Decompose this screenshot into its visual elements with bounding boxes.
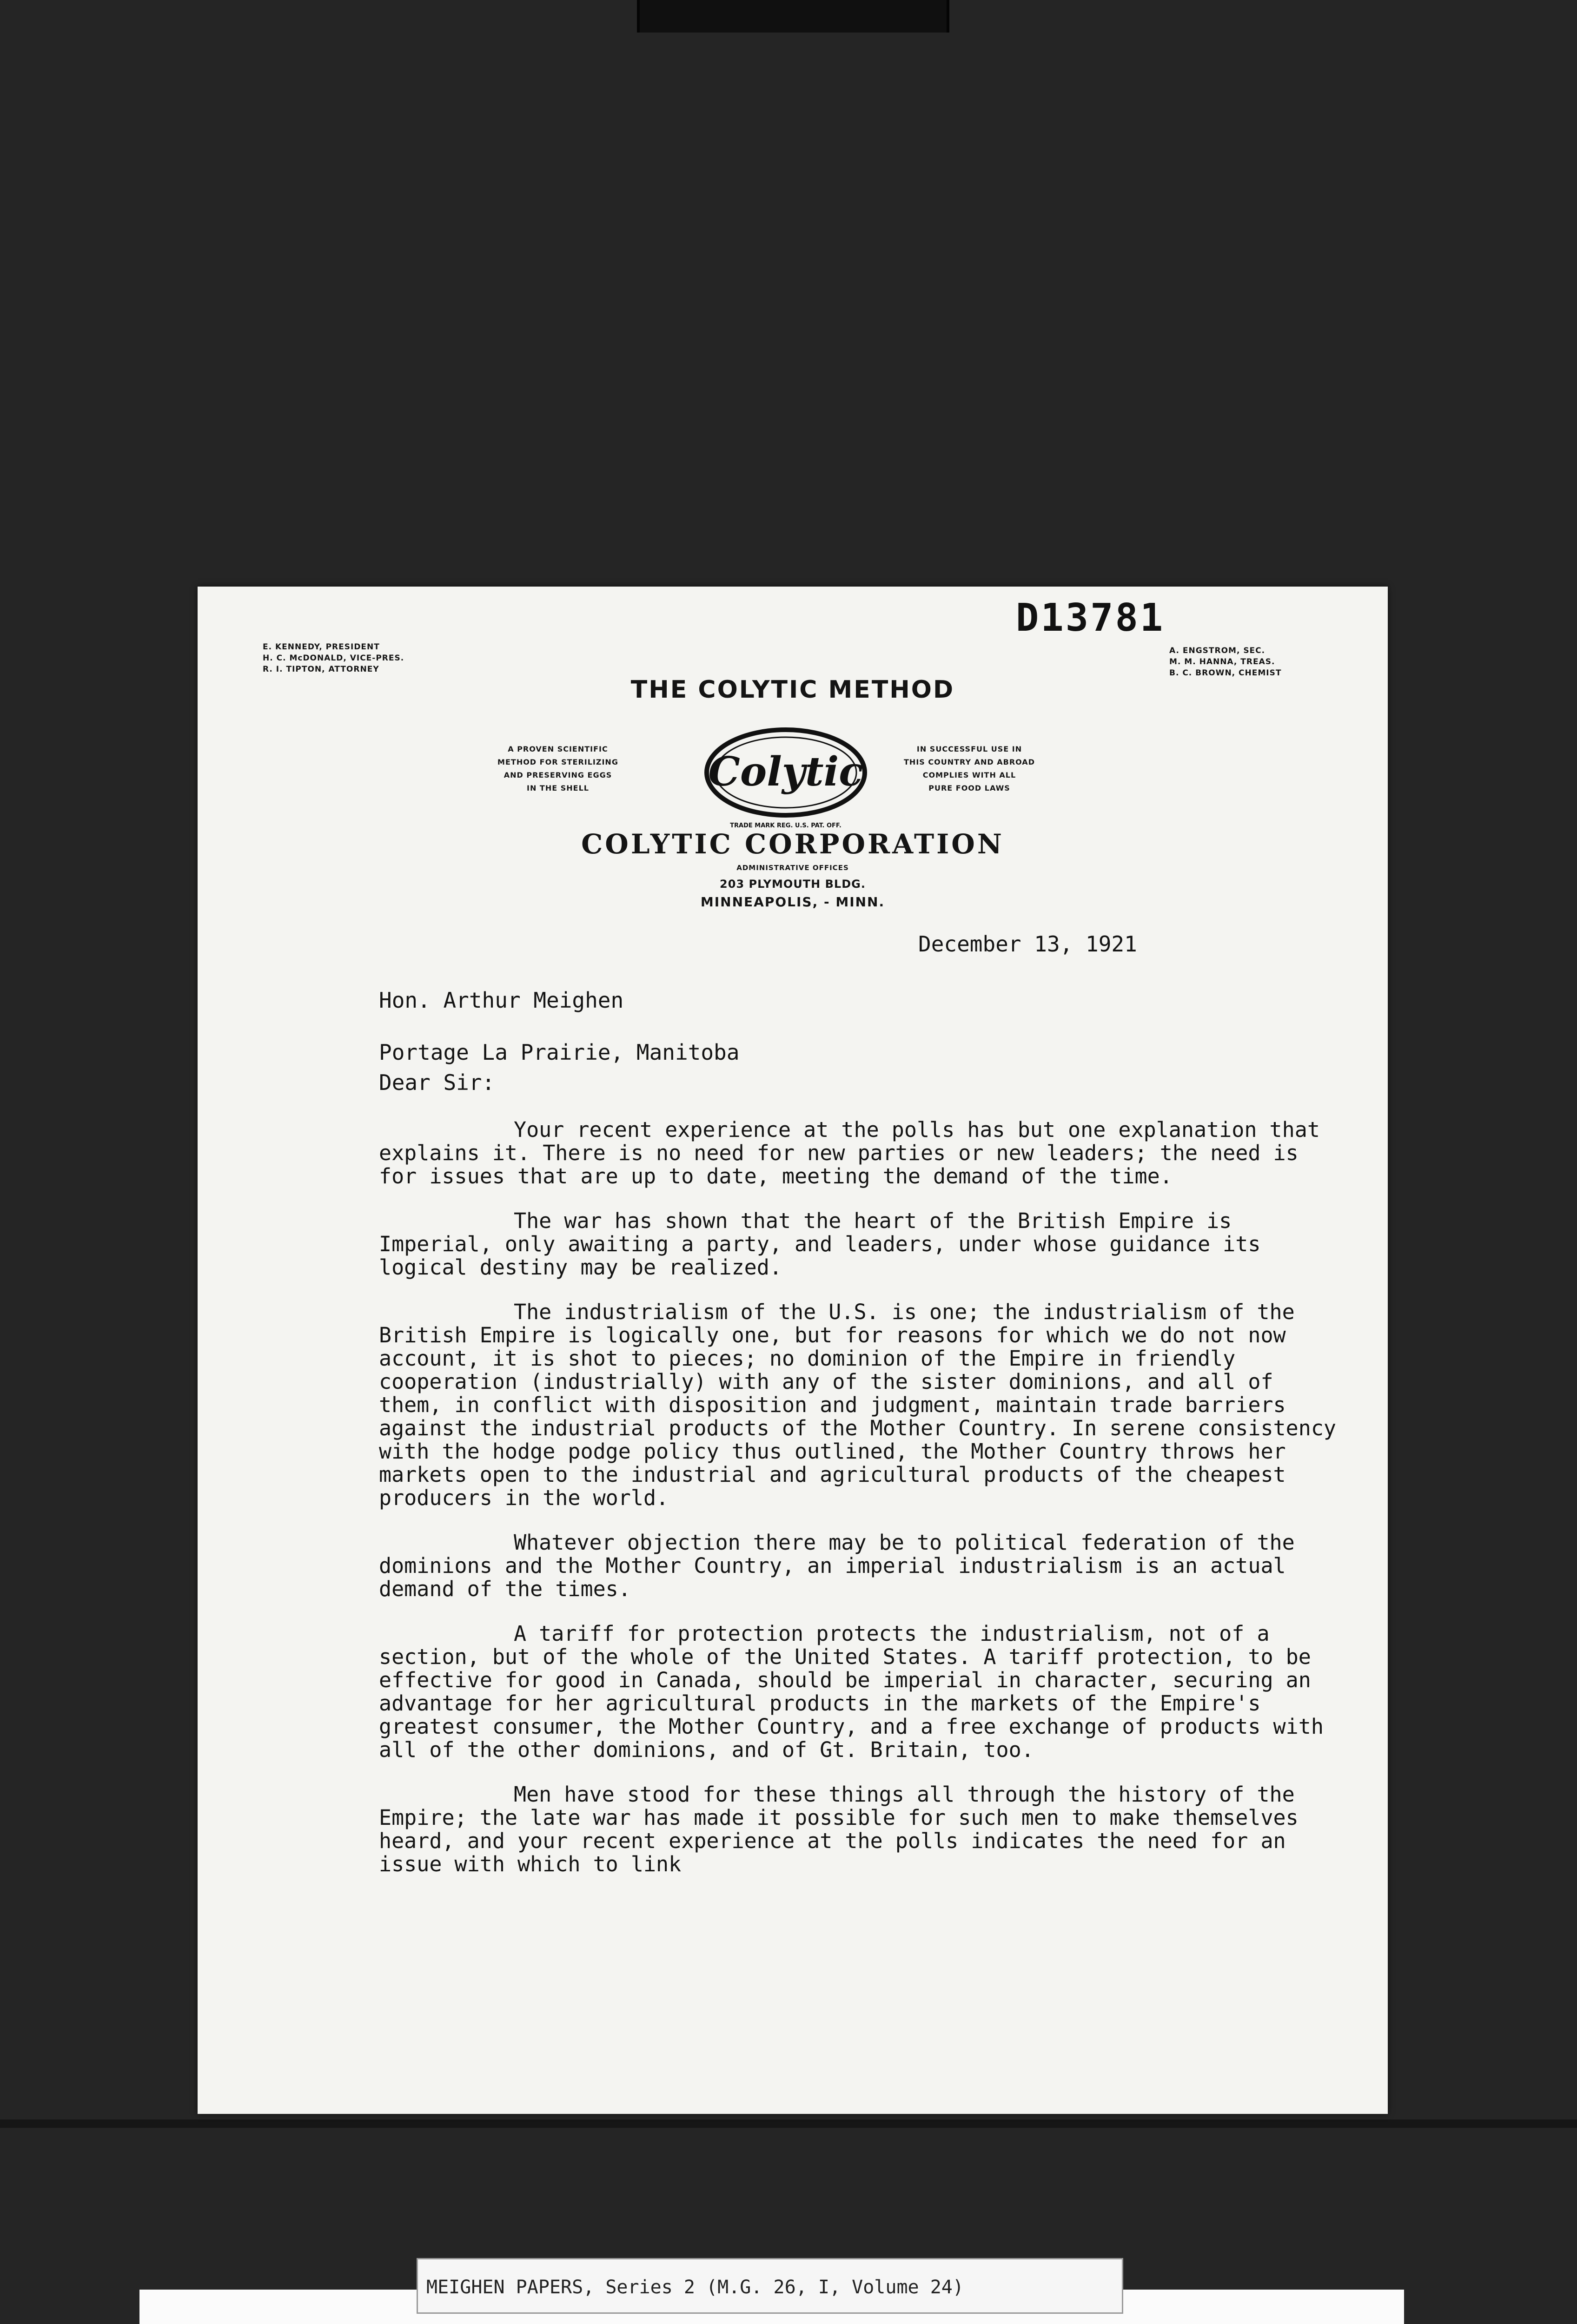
claim-line: PURE FOOD LAWS xyxy=(928,784,1010,792)
officer-line: M. M. HANNA, TREAS. xyxy=(1169,657,1275,667)
officers-left xyxy=(263,641,404,675)
officer-line: E. KENNEDY, PRESIDENT xyxy=(263,642,380,652)
claim-right xyxy=(886,743,1053,795)
corporation-name: COLYTIC CORPORATION xyxy=(581,828,1004,860)
claim-line: A PROVEN SCIENTIFIC xyxy=(508,745,608,753)
logo-trademark: TRADE MARK REG. U.S. PAT. OFF. xyxy=(730,822,842,829)
claim-line: METHOD FOR STERILIZING xyxy=(497,758,618,766)
claim-line: THIS COUNTRY AND ABROAD xyxy=(904,758,1035,766)
recipient-block xyxy=(379,974,739,1078)
body-paragraph: The war has shown that the heart of the British Empire is Imperial, only awaiting a party, and leaders, under whose guidance its logical destiny may be realized. xyxy=(379,1208,1261,1280)
body-paragraph: A tariff for protection protects the industrialism, not of a section, but of the whole of the United States. A tariff protection, to be effective for good in Canada, should be imperial in character, securing an advantage for her agricultural products in the markets of the Empire's greatest consumer, the Mother Country, and a free exchange of products with all of the other dominions, and of Gt. Britain, too. xyxy=(379,1621,1324,1762)
claim-line: IN SUCCESSFUL USE IN xyxy=(916,745,1022,753)
recipient-name: Hon. Arthur Meighen xyxy=(379,988,624,1013)
colytic-logo xyxy=(700,718,872,832)
claim-left xyxy=(481,743,635,795)
recipient-place: Portage La Prairie, Manitoba xyxy=(379,1040,740,1065)
claim-line: IN THE SHELL xyxy=(527,784,589,792)
office-label: ADMINISTRATIVE OFFICES xyxy=(736,864,849,872)
mount-clip xyxy=(637,0,949,33)
body-paragraph: Men have stood for these things all through the history of the Empire; the late war has made it possible for such men to make themselves heard, and your recent experience at the polls indicates the need for an issue with which to link xyxy=(379,1782,1299,1876)
series-slip: MEIGHEN PAPERS, Series 2 (M.G. 26, I, Volume 24) xyxy=(417,2258,1123,2314)
city-address: MINNEAPOLIS, - MINN. xyxy=(700,894,885,910)
address-block xyxy=(198,864,1388,910)
body-paragraph: The industrialism of the U.S. is one; the industrialism of the British Empire is logically one, but for reasons for which we do not now account, it is shot to pieces; no dominion of the Empire in friendly cooperation (industrially) with any of the sister dominions, and all of them, in conflict with disposition and judgment, maintain trade barriers against the industrial products of the Mother Country. In serene consistency with the hodge podge policy thus outlined, the Mother Country throws her markets open to the industrial and agricultural products of the cheapest producers in the world. xyxy=(379,1300,1337,1510)
officer-line: A. ENGSTROM, SEC. xyxy=(1169,646,1266,655)
building-address: 203 PLYMOUTH BLDG. xyxy=(720,878,866,891)
logo-wordmark: Colytic xyxy=(708,748,863,795)
letter-page xyxy=(198,587,1388,2114)
claim-line: COMPLIES WITH ALL xyxy=(922,771,1016,779)
claim-line: AND PRESERVING EGGS xyxy=(504,771,612,779)
document-stamp-number: D13781 xyxy=(1016,596,1165,640)
salutation: Dear Sir: xyxy=(379,1070,495,1095)
officers-right xyxy=(1169,645,1281,679)
officer-line: B. C. BROWN, CHEMIST xyxy=(1169,668,1282,678)
letter-body xyxy=(379,1118,1337,1897)
mount-seam xyxy=(0,2119,1577,2128)
body-paragraph: Your recent experience at the polls has but one explanation that explains it. There is no need for new parties or new leaders; the need is for issues that are up to date, meeting the demand of the time. xyxy=(379,1117,1320,1188)
letter-date: December 13, 1921 xyxy=(918,931,1137,957)
officer-line: H. C. McDONALD, VICE-PRES. xyxy=(263,654,404,663)
body-paragraph: Whatever objection there may be to political federation of the dominions and the Mother Country, an imperial industrialism is an actual demand of the times. xyxy=(379,1530,1295,1601)
method-title: THE COLYTIC METHOD xyxy=(630,676,955,704)
officer-line: R. I. TIPTON, ATTORNEY xyxy=(263,665,379,674)
